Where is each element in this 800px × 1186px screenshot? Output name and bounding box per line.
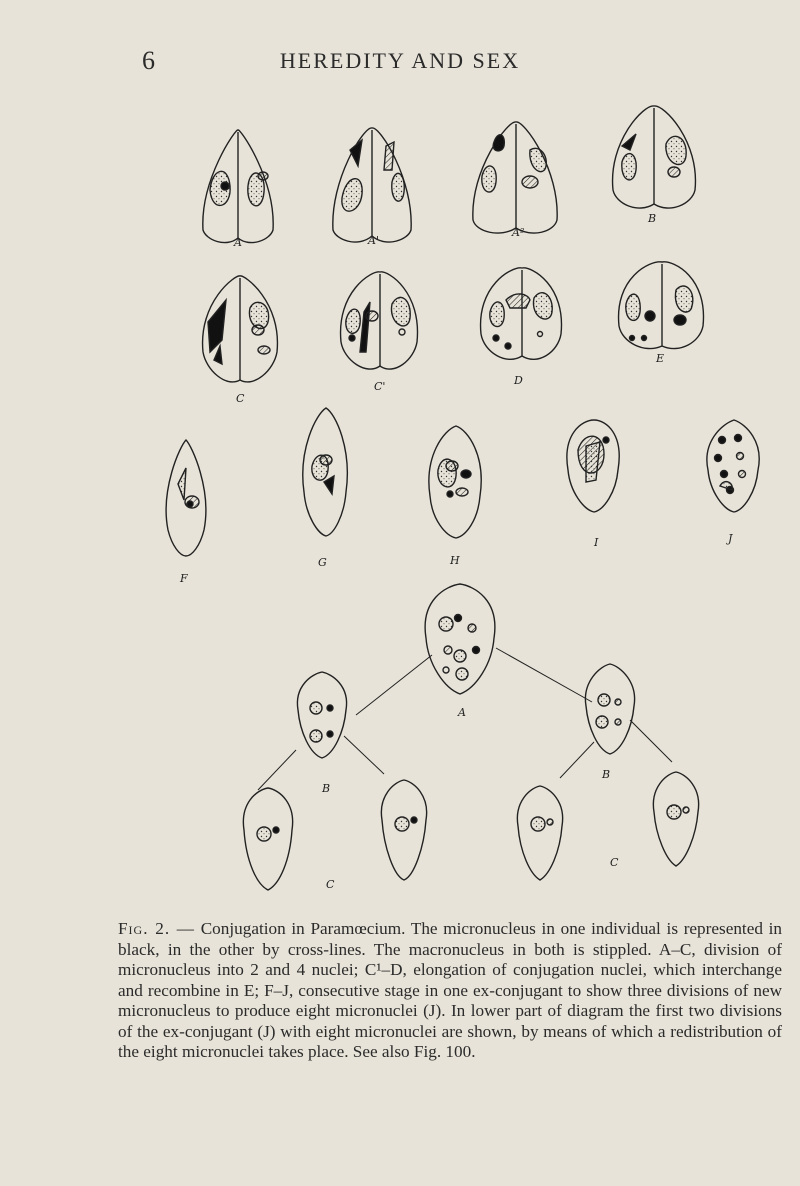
conjugation-figure	[0, 90, 800, 900]
label-I: I	[594, 536, 599, 549]
cell-I	[567, 420, 619, 512]
label-A: A	[234, 236, 242, 249]
figure-drawing	[0, 90, 800, 900]
cell-G	[303, 408, 348, 536]
cell-pair-B	[613, 106, 696, 208]
label-A1: A'	[368, 234, 379, 247]
label-C: C	[236, 392, 245, 405]
caption-lead: Fig. 2. —	[118, 919, 195, 939]
figure-caption	[118, 919, 782, 1063]
label-lower-C1: C	[326, 878, 335, 891]
cell-pair-A	[203, 130, 273, 243]
label-F: F	[180, 572, 188, 585]
label-lower-C2: C	[610, 856, 619, 869]
cell-F	[166, 440, 206, 556]
label-lower-B1: B	[322, 782, 331, 795]
page-header	[0, 42, 800, 82]
lower-cell-C4	[653, 772, 698, 866]
page-number: 6	[142, 46, 155, 75]
cell-J	[707, 420, 759, 512]
label-A2: A²	[512, 226, 525, 239]
cell-pair-E	[619, 262, 704, 349]
label-H: H	[450, 554, 460, 567]
lower-cell-B1	[297, 672, 346, 758]
label-lower-A: A	[458, 706, 466, 719]
label-D: D	[514, 374, 523, 387]
cell-pair-C	[203, 276, 278, 382]
cell-pair-D	[481, 268, 562, 359]
lower-cell-C1	[243, 788, 292, 890]
label-E: E	[656, 352, 665, 365]
cell-pair-C1	[341, 272, 418, 369]
label-lower-B2: B	[602, 768, 611, 781]
lower-cell-A	[425, 584, 495, 694]
label-C1: C'	[374, 380, 386, 393]
caption-text: Conjugation in Paramœcium. The micronucleus in one individual is represented in black, in the other by cross-lines. The macronucleus in both is stippled. A–C, division of micronucleus into 2 and 4 nuclei; C¹–D, elongation of conjugation nuclei, which interchange and recombine in E; F–J, consecutive stage in one ex-conjugant to show three divisions of new micronucleus to produce eight micronuclei (J). In lower part of diagram the first two divisions of the ex-conjugant (J) with eight micronuclei are shown, by means of which a redistribution of the eight micronuclei takes place. See also Fig. 100.	[118, 919, 782, 1062]
lower-cell-B2	[585, 664, 634, 754]
label-J: J	[728, 532, 733, 545]
lower-cell-C3	[517, 786, 562, 880]
cell-pair-A2	[473, 122, 557, 233]
lower-cell-C2	[381, 780, 426, 880]
running-head: HEREDITY AND SEX	[279, 48, 521, 73]
cell-pair-A1	[333, 128, 411, 242]
label-G: G	[318, 556, 327, 569]
label-B: B	[648, 212, 657, 225]
cell-H	[429, 426, 481, 538]
